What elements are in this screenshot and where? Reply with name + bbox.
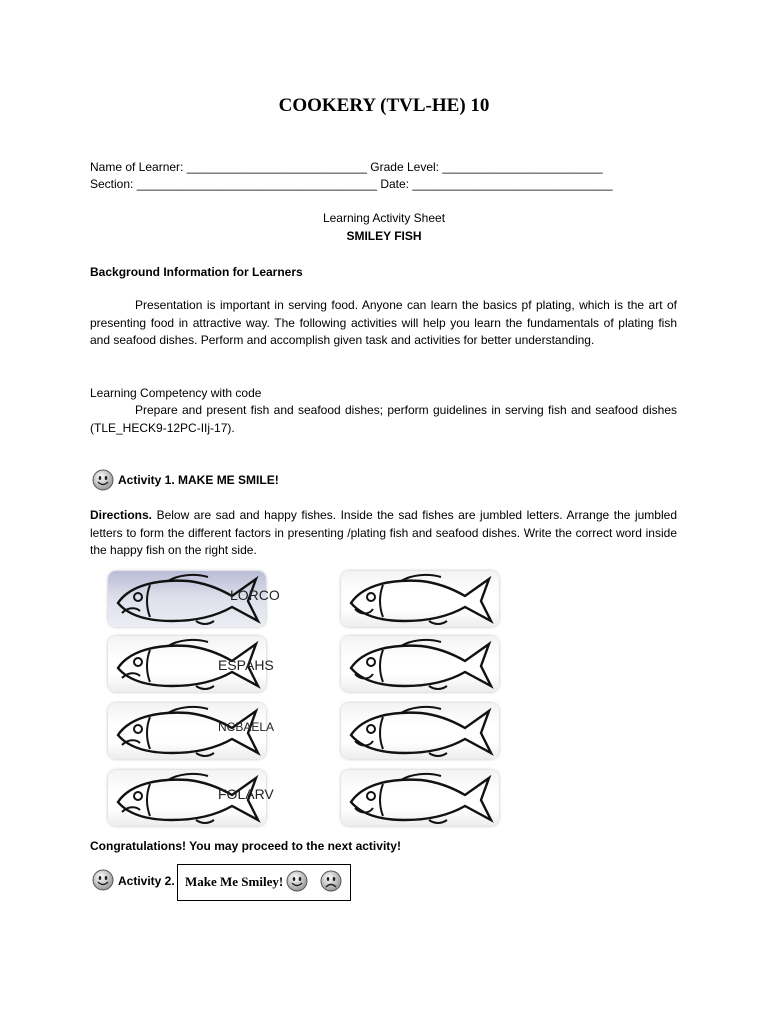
sad-fish-1 (108, 571, 280, 627)
sad-face-icon (320, 870, 342, 892)
happy-fish-icon (341, 703, 499, 759)
activity1-title: Activity 1. MAKE ME SMILE! (118, 473, 279, 487)
happy-fish-1[interactable] (341, 571, 499, 627)
happy-fish-icon (341, 571, 499, 627)
grade-blank[interactable]: ________________________ (442, 160, 603, 174)
happy-fish-icon (341, 636, 499, 692)
activity2-title: Make Me Smiley! (185, 874, 284, 889)
activity2-title-box (177, 864, 351, 901)
background-paragraph: Presentation is important in serving food. Anyone can learn the basics pf plating, which is the art of presenting food in attractive way. The following activities will help you learn the fundamentals of plating fish and seafood dishes. Perform and accomplish given task and activities for better understanding. (90, 298, 677, 347)
sad-fish-4 (108, 770, 274, 826)
name-blank[interactable]: ___________________________ (186, 160, 367, 174)
learner-info-row-2 (90, 177, 613, 191)
jumbled-word-3: NCBAELA (218, 720, 275, 734)
competency-heading: Learning Competency with code (90, 386, 262, 400)
directions-text: Below are sad and happy fishes. Inside the sad fishes are jumbled letters. Arrange the jumbled letters to form the different factors in presenting /plating fish and seafood dishes. Write the correct word inside the happy fish on the right side. (90, 508, 677, 557)
activity2-label: Activity 2. (118, 874, 175, 888)
jumbled-word-1: LORCO (230, 587, 280, 603)
sad-fish-3 (108, 703, 275, 759)
sheet-type: Learning Activity Sheet (322, 211, 446, 225)
activity1-directions (90, 507, 677, 560)
section-blank[interactable]: ____________________________________ (136, 177, 377, 191)
directions-label: Directions. (90, 508, 153, 522)
date-label: Date: (380, 177, 409, 191)
name-label: Name of Learner: (90, 160, 184, 174)
date-blank[interactable]: ______________________________ (412, 177, 613, 191)
smiley-icon (92, 469, 114, 491)
happy-fish-2[interactable] (341, 636, 499, 692)
congratulations-text: Congratulations! You may proceed to the next activity! (90, 839, 401, 853)
smiley-icon (92, 869, 114, 891)
background-heading: Background Information for Learners (90, 265, 303, 279)
grade-label: Grade Level: (370, 160, 439, 174)
sad-fish-2 (108, 636, 274, 692)
jumbled-word-4: FOLARV (218, 786, 274, 802)
competency-text: Prepare and present fish and seafood dishes; perform guidelines in serving fish and seafood dishes (TLE_HECK9-12PC-IIj-17). (90, 403, 677, 435)
happy-fish-4[interactable] (341, 770, 499, 826)
page-title: COOKERY (TVL-HE) 10 (278, 95, 490, 116)
learner-info-row-1 (90, 160, 603, 174)
happy-fish-3[interactable] (341, 703, 499, 759)
jumbled-word-2: ESPAHS (218, 657, 274, 673)
happy-fish-icon (341, 770, 499, 826)
sheet-name: SMILEY FISH (346, 229, 422, 243)
section-label: Section: (90, 177, 134, 191)
smiley-icon (286, 870, 308, 892)
